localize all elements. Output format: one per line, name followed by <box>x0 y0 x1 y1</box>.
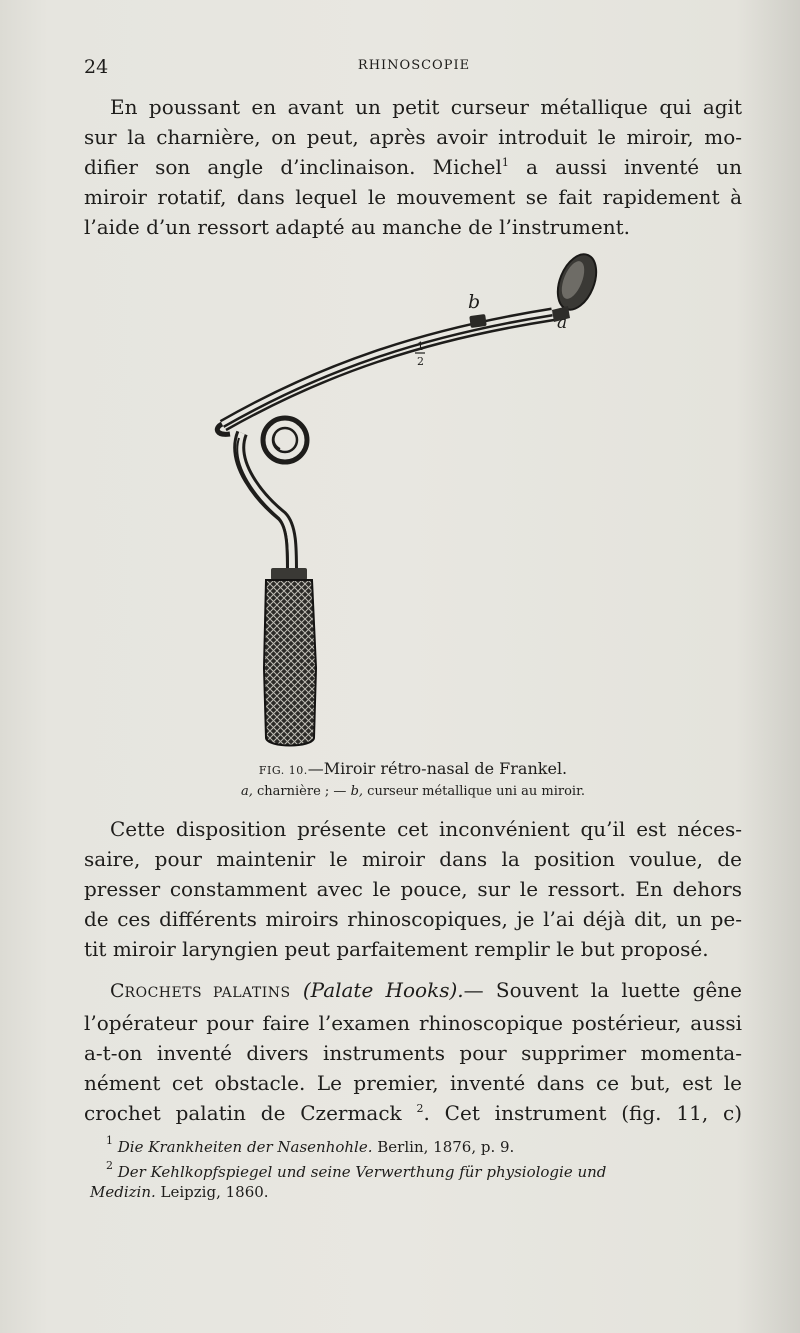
footnote-ref: 1 <box>501 156 509 169</box>
footnote-ref: 2 <box>416 1102 424 1115</box>
running-head: RHINOSCOPIE <box>357 58 471 73</box>
figure-number: FIG. 10. <box>258 764 308 777</box>
knurled-handle <box>264 580 316 746</box>
footnote-text: Leipzig, 1860. <box>155 1183 269 1201</box>
text-line: l’opérateur pour faire l’examen rhinoscopique postérieur, aussi <box>84 1011 742 1035</box>
page-header <box>84 56 744 80</box>
figure-legend <box>84 784 742 799</box>
footnote-title-cont: Medizin. <box>90 1183 156 1201</box>
text-line: En poussant en avant un petit curseur métallique qui agit <box>110 95 742 119</box>
footnote-mark: 1 <box>106 1134 113 1147</box>
scale-denominator: 2 <box>417 355 424 368</box>
text-line: l’aide d’un ressort adapté au manche de l’instrument. <box>84 215 631 239</box>
text-line: difier son angle d’inclinaison. Michel$^1$ a aussi inventé un <box>84 155 742 179</box>
slider-b <box>469 314 487 328</box>
legend-a-text: charnière ; — <box>252 784 351 799</box>
heading-english: (Palate Hooks). <box>302 978 464 1002</box>
label-a: a <box>557 313 568 333</box>
footnote-2 <box>90 1159 745 1202</box>
footnote-text: Berlin, 1876, p. 9. <box>372 1138 515 1156</box>
page-number: 24 <box>84 56 109 78</box>
footnote-mark: 2 <box>106 1159 113 1172</box>
scale-numerator: 1 <box>417 340 424 353</box>
text-line: tit miroir laryngien peut parfaitement remplir le but proposé. <box>84 937 709 961</box>
legend-a-key: a, <box>241 784 253 799</box>
text-line: miroir rotatif, dans lequel le mouvement se fait rapidement à <box>84 185 742 209</box>
footnote-title: Der Kehlkopfspiegel und seine Verwerthung für physiologie und <box>117 1163 607 1181</box>
legend-b-text: curseur métallique uni au miroir. <box>363 784 585 799</box>
figure-title: —Miroir rétro-nasal de Frankel. <box>307 759 568 778</box>
text-line: de ces différents miroirs rhinoscopiques, je l’ai déjà dit, un pe- <box>84 907 742 931</box>
paragraph-disposition <box>84 814 742 964</box>
text-line: crochet palatin de Czermack $^2$. Cet instrument (fig. 11, c) <box>84 1101 742 1125</box>
paragraph-intro <box>84 92 742 242</box>
text-line: a-t-on inventé divers instruments pour supprimer momenta- <box>84 1041 742 1065</box>
text-line: presser constamment avec le pouce, sur le ressort. En dehors <box>84 877 742 901</box>
section-heading-line: CROCHETS PALATINS (Palate Hooks).— Souvent la luette gêne <box>110 978 742 1002</box>
text-line: Cette disposition présente cet inconvénient qu’il est néces- <box>110 817 742 841</box>
text-line: saire, pour maintenir le miroir dans la position voulue, de <box>84 847 742 871</box>
footnote-1 <box>90 1134 745 1157</box>
figure-caption <box>84 759 742 778</box>
figure-nasal-mirror-illustration <box>200 248 610 758</box>
text-line: nément cet obstacle. Le premier, inventé dans ce but, est le <box>84 1071 742 1095</box>
paragraph-palate-hooks <box>84 975 742 1128</box>
text-line: sur la charnière, on peut, après avoir introduit le miroir, mo- <box>84 125 742 149</box>
legend-b-key: b, <box>350 784 364 799</box>
footnote-title: Die Krankheiten der Nasenhohle. <box>117 1138 373 1156</box>
label-b: b <box>468 291 481 313</box>
